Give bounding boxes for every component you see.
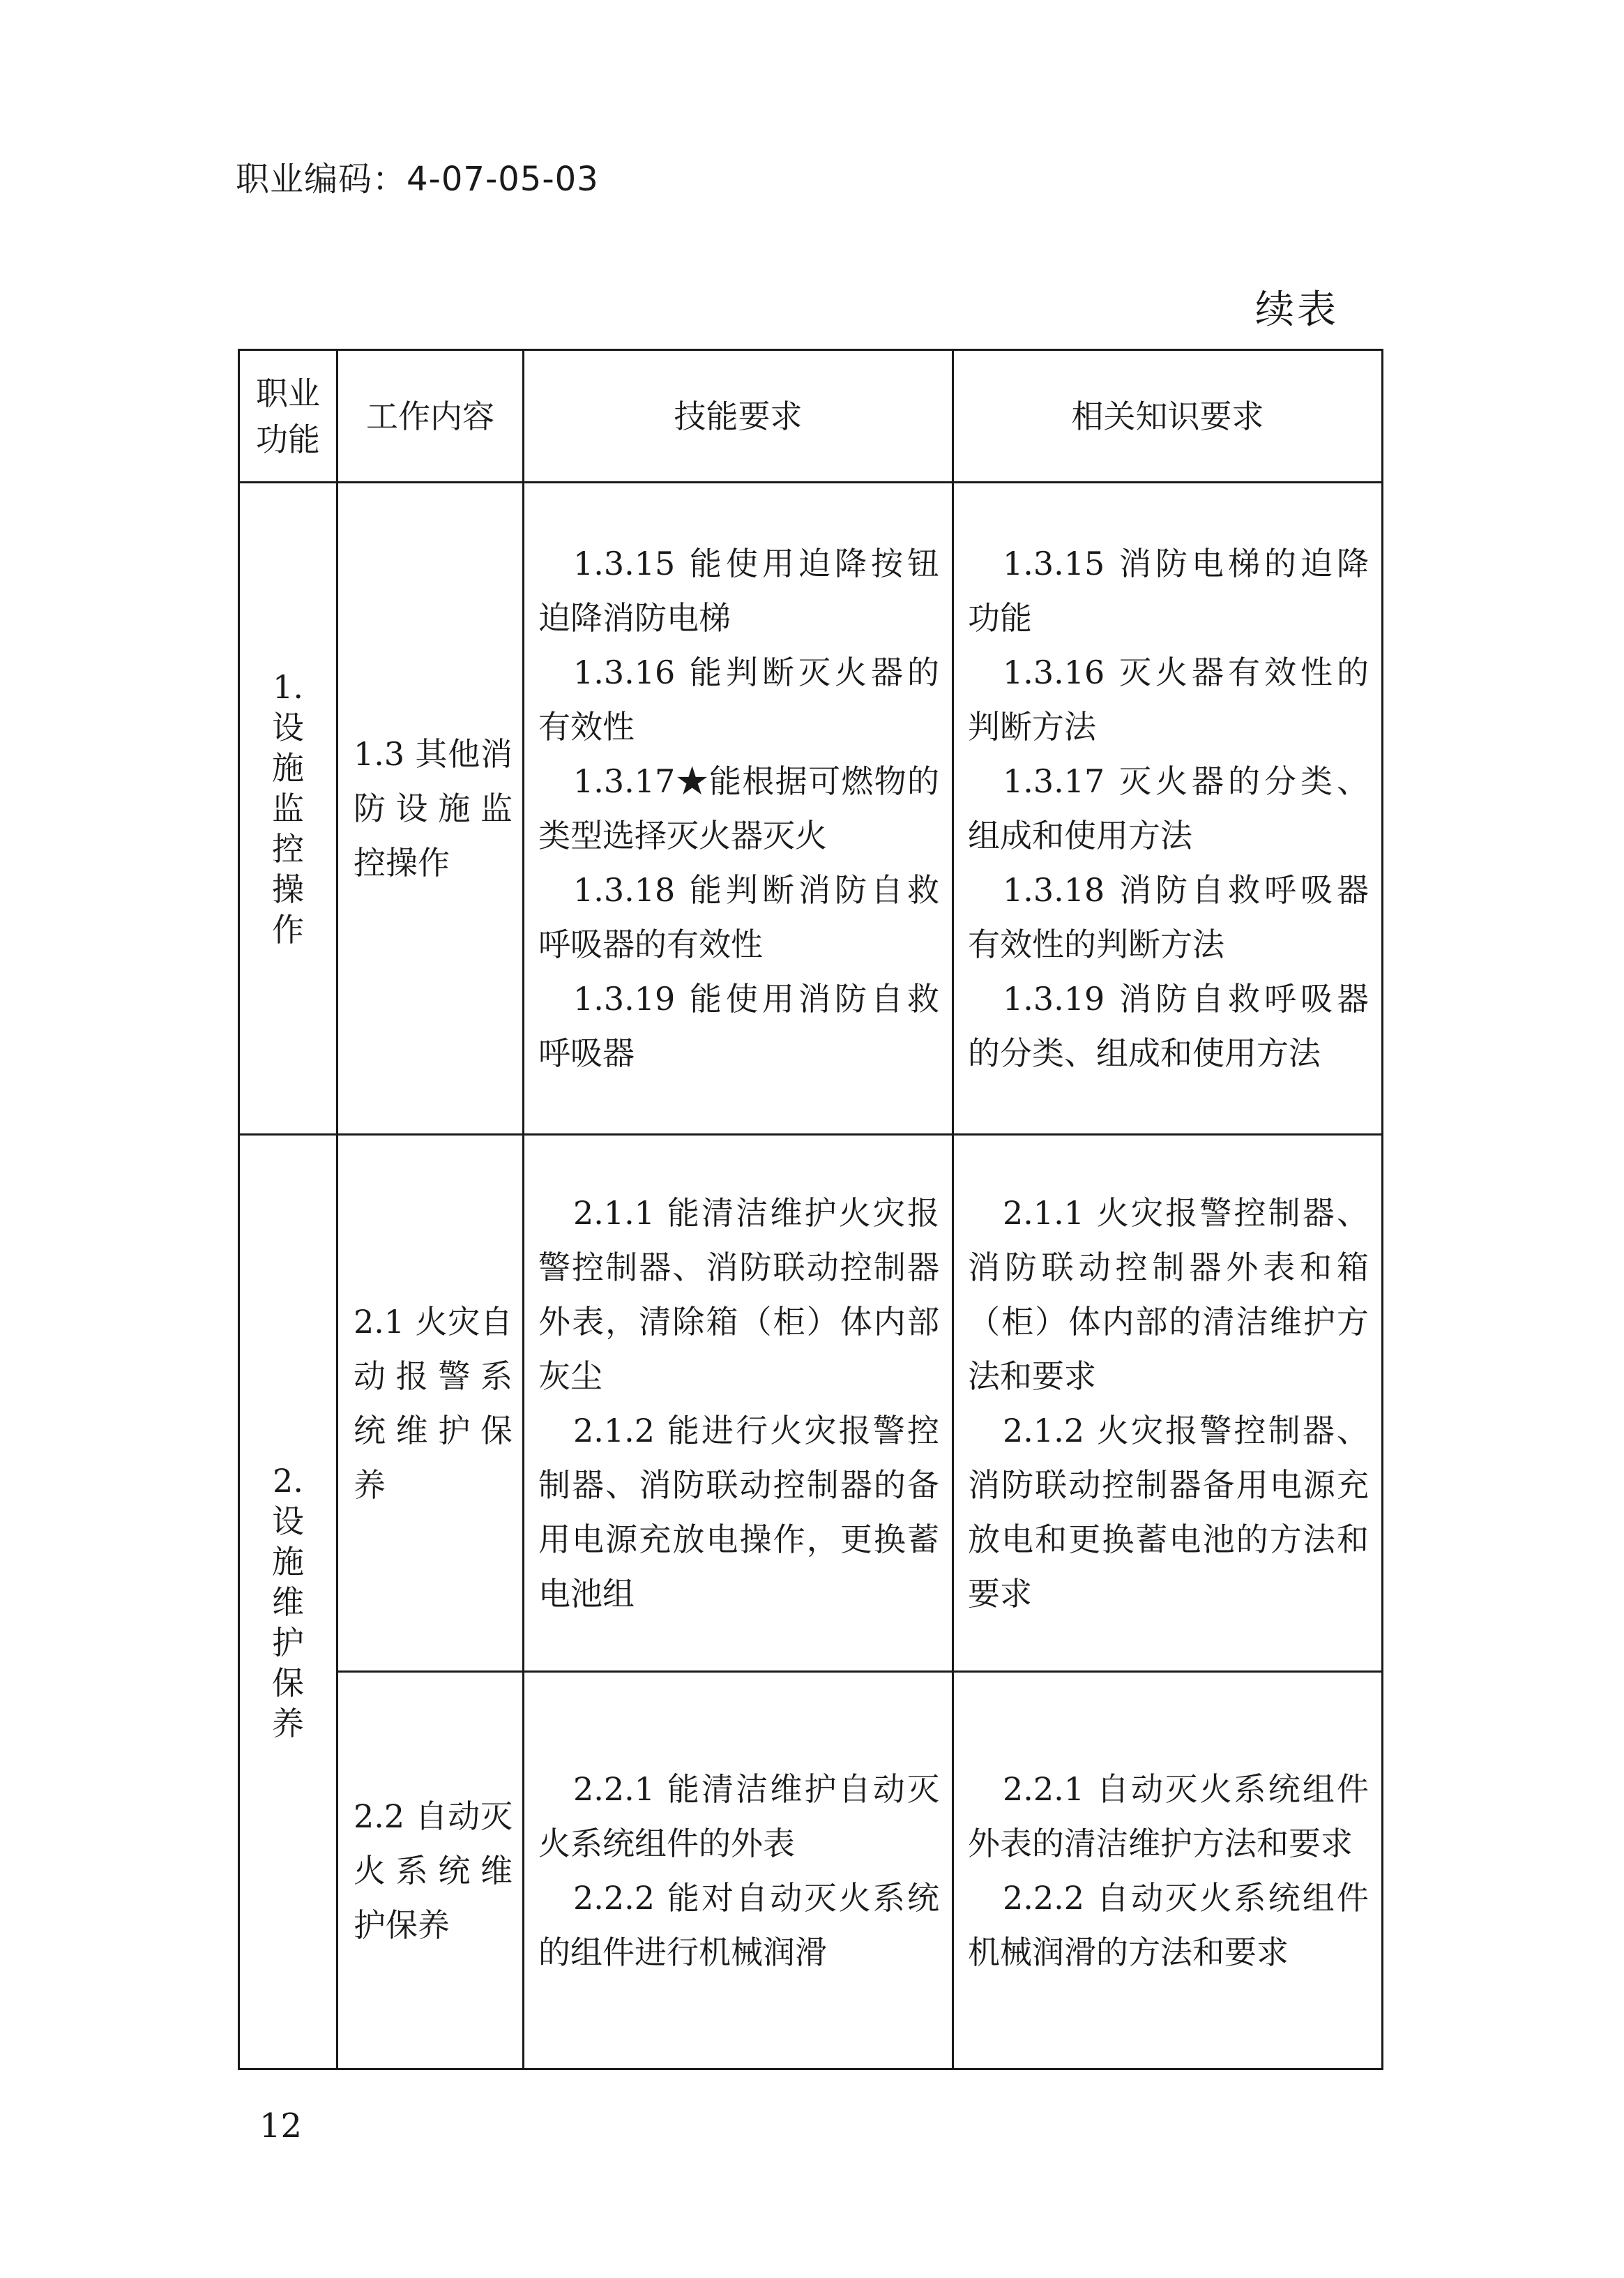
function-char: 护 — [272, 1623, 304, 1661]
function-char: 1. — [273, 668, 303, 706]
function-char: 施 — [272, 1542, 304, 1581]
header-occupation-function — [239, 350, 337, 483]
header-func-line2: 功能 — [256, 420, 320, 458]
function-char: 作 — [272, 911, 304, 949]
knowledge-item: 2.2.2 自动灭火系统组件机械润滑的方法和要求 — [968, 1878, 1369, 1971]
function-char: 设 — [272, 709, 304, 746]
knowledge-1-3 — [953, 483, 1383, 1135]
function-char: 养 — [272, 1704, 304, 1742]
function-char: 控 — [272, 830, 304, 868]
table-row — [239, 1135, 1383, 1672]
skill-item: 1.3.16 能判断灭火器的有效性 — [538, 654, 939, 746]
page-number: 12 — [259, 2106, 303, 2145]
knowledge-item: 1.3.17 灭火器的分类、组成和使用方法 — [968, 762, 1369, 854]
skill-item: 1.3.19 能使用消防自救呼吸器 — [538, 980, 939, 1072]
occupation-function-1 — [239, 483, 337, 1135]
header-knowledge-requirements: 相关知识要求 — [953, 350, 1383, 483]
header-work-content: 工作内容 — [337, 350, 524, 483]
knowledge-item: 1.3.16 灭火器有效性的判断方法 — [968, 654, 1369, 746]
skill-item: 2.2.2 能对自动灭火系统的组件进行机械润滑 — [538, 1878, 939, 1971]
knowledge-item: 1.3.19 消防自救呼吸器的分类、组成和使用方法 — [968, 980, 1369, 1072]
knowledge-item: 2.1.1 火灾报警控制器、消防联动控制器外表和箱（柜）体内部的清洁维护方法和要求 — [968, 1193, 1369, 1395]
function-char: 设 — [272, 1502, 304, 1540]
skills-2-1 — [524, 1135, 953, 1672]
work-content-2-1: 2.1 火灾自动报警系统维护保养 — [337, 1135, 524, 1672]
skill-item: 2.2.1 能清洁维护自动灭火系统组件的外表 — [538, 1770, 939, 1862]
function-char: 保 — [272, 1664, 304, 1702]
header-skill-requirements: 技能要求 — [524, 350, 953, 483]
continued-label: 续表 — [1255, 287, 1339, 333]
function-char: 2. — [273, 1461, 303, 1500]
header-func-line1: 职业 — [256, 374, 320, 412]
skills-1-3 — [524, 483, 953, 1135]
occupation-function-2 — [239, 1135, 337, 2069]
function-char: 操 — [272, 870, 304, 908]
table-row — [239, 483, 1383, 1135]
function-char: 施 — [272, 749, 304, 787]
table-row — [239, 1672, 1383, 2069]
knowledge-2-1 — [953, 1135, 1383, 1672]
skill-item: 2.1.2 能进行火灾报警控制器、消防联动控制器的备用电源充放电操作，更换蓄电池组 — [538, 1411, 939, 1613]
function-char: 维 — [272, 1583, 304, 1621]
function-char: 监 — [272, 790, 304, 827]
table-header-row — [239, 350, 1383, 483]
skill-item: 1.3.18 能判断消防自救呼吸器的有效性 — [538, 871, 939, 963]
knowledge-item: 1.3.18 消防自救呼吸器有效性的判断方法 — [968, 871, 1369, 963]
skill-item: 2.1.1 能清洁维护火灾报警控制器、消防联动控制器外表，清除箱（柜）体内部灰尘 — [538, 1193, 939, 1395]
skills-2-2 — [524, 1672, 953, 2069]
work-content-2-2: 2.2 自动灭火系统维护保养 — [337, 1672, 524, 2069]
knowledge-item: 2.2.1 自动灭火系统组件外表的清洁维护方法和要求 — [968, 1770, 1369, 1862]
skill-item: 1.3.15 能使用迫降按钮迫降消防电梯 — [538, 545, 939, 637]
occupation-code: 职业编码：4-07-05-03 — [236, 160, 599, 199]
knowledge-item: 1.3.15 消防电梯的迫降功能 — [968, 545, 1369, 637]
skill-requirements-table — [238, 349, 1383, 2070]
knowledge-2-2 — [953, 1672, 1383, 2069]
work-content-1-3: 1.3 其他消防设施监控操作 — [337, 483, 524, 1135]
skill-item: 1.3.17★能根据可燃物的类型选择灭火器灭火 — [538, 762, 939, 854]
knowledge-item: 2.1.2 火灾报警控制器、消防联动控制器备用电源充放电和更换蓄电池的方法和要求 — [968, 1411, 1369, 1613]
